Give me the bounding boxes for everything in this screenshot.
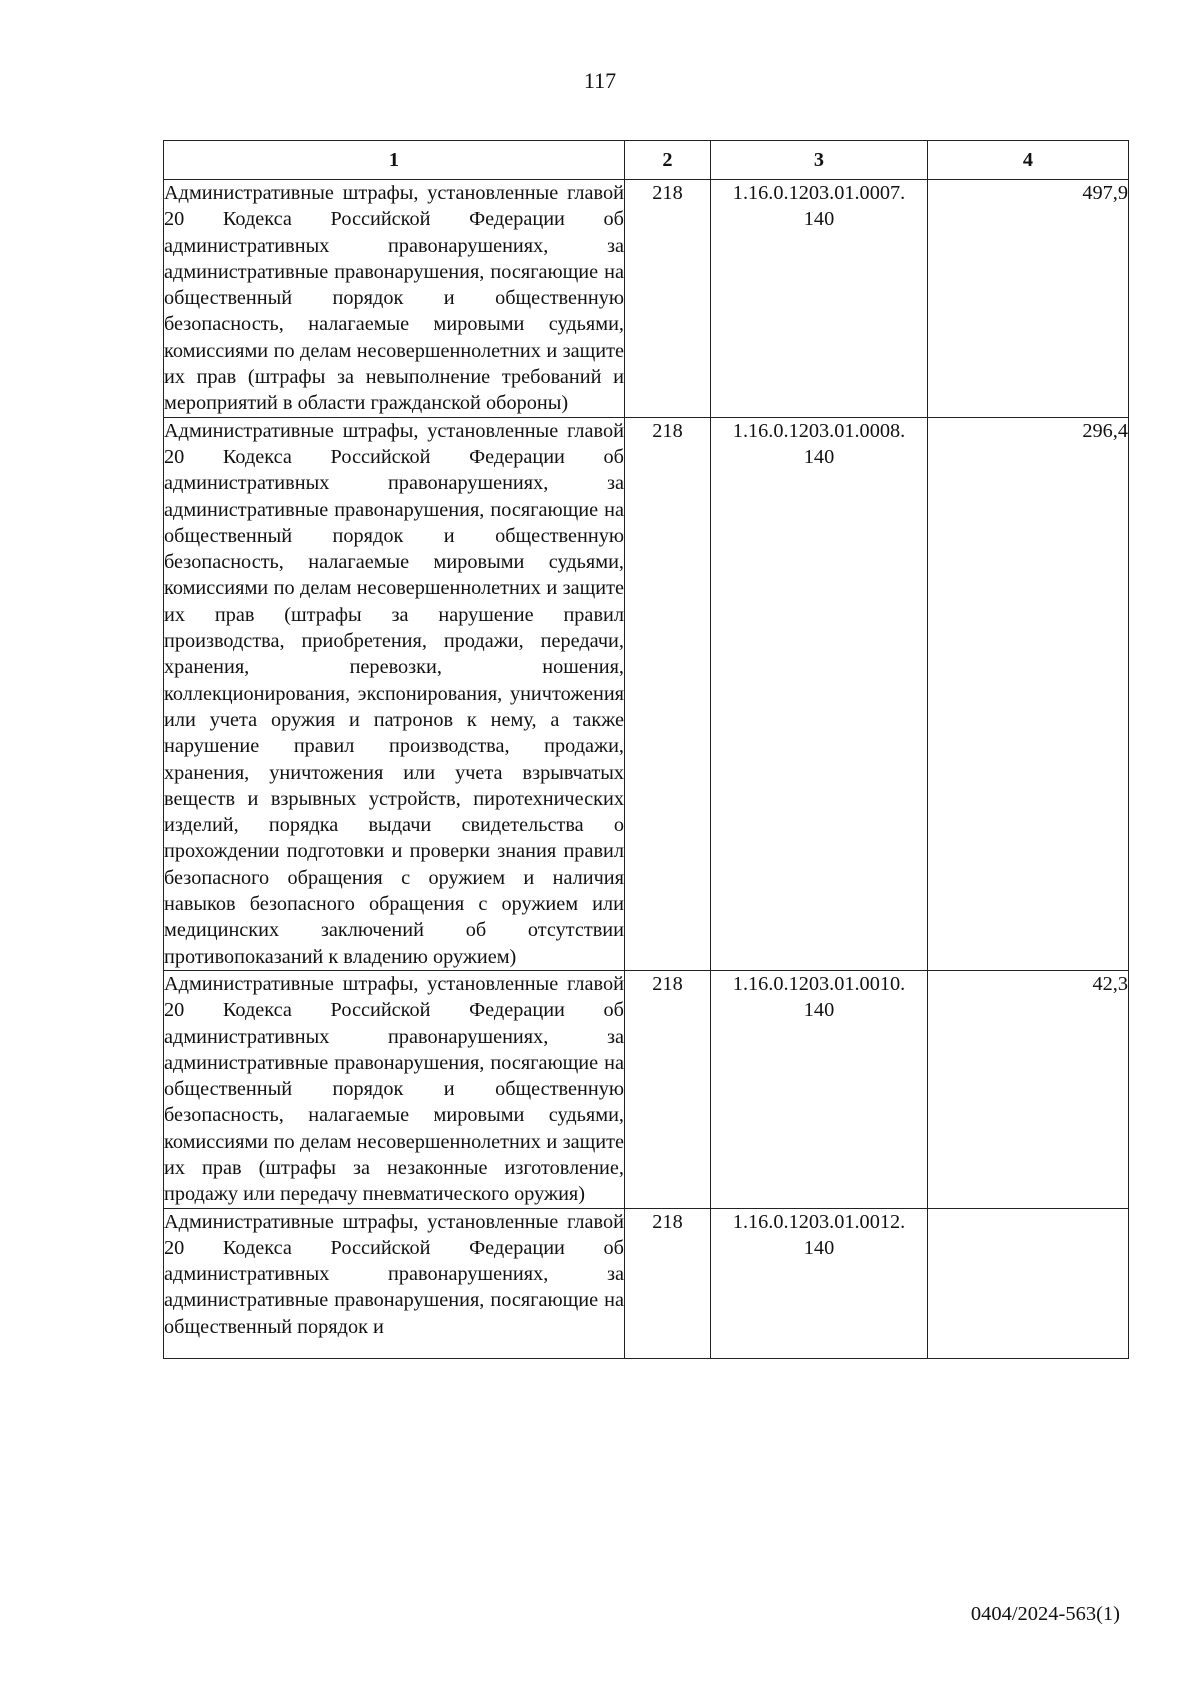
table-row [164, 1208, 1129, 1358]
kbk-code-line-2: 140 [803, 999, 835, 1022]
column-header-1: 1 [164, 141, 625, 180]
row-admin-code: 218 [625, 180, 711, 418]
kbk-code-line-1: 1.16.0.1203.01.0012. [732, 1210, 906, 1233]
row-description: Административные штрафы, установленные главой 20 Кодекса Российской Федерации об административных правонарушениях, за административные правонарушения, посягающие на общественный порядок и общественную безопасность, налагаемые мировыми судьями, комиссиями по делам несовершеннолетних и защите их прав (штрафы за невыполнение требований и мероприятий в области гражданской обороны) [164, 180, 625, 418]
row-amount: 42,3 [928, 970, 1129, 1208]
column-header-2: 2 [625, 141, 711, 180]
table-row [164, 970, 1129, 1208]
row-amount: 497,9 [928, 180, 1129, 418]
kbk-code-line-2: 140 [803, 445, 835, 468]
row-amount: 296,4 [928, 417, 1129, 970]
column-header-3: 3 [711, 141, 928, 180]
row-description: Административные штрафы, установленные главой 20 Кодекса Российской Федерации об административных правонарушениях, за административные правонарушения, посягающие на общественный порядок и [164, 1208, 625, 1358]
kbk-code-line-2: 140 [803, 1236, 835, 1259]
row-admin-code: 218 [625, 417, 711, 970]
row-admin-code: 218 [625, 1208, 711, 1358]
revenue-table [163, 140, 1129, 1359]
page-number: 117 [583, 68, 617, 93]
column-header-4: 4 [928, 141, 1129, 180]
table-header-row [164, 141, 1129, 180]
kbk-code-line-1: 1.16.0.1203.01.0008. [732, 419, 906, 442]
row-admin-code: 218 [625, 970, 711, 1208]
table-row [164, 180, 1129, 418]
row-kbk-code [711, 970, 928, 1208]
document-number: 0404/2024-563(1) [970, 1603, 1120, 1625]
row-description: Административные штрафы, установленные главой 20 Кодекса Российской Федерации об административных правонарушениях, за административные правонарушения, посягающие на общественный порядок и общественную безопасность, налагаемые мировыми судьями, комиссиями по делам несовершеннолетних и защите их прав (штрафы за незаконные изготовление, продажу или передачу пневматического оружия) [164, 970, 625, 1208]
row-kbk-code [711, 417, 928, 970]
row-amount [928, 1208, 1129, 1358]
row-kbk-code [711, 1208, 928, 1358]
table-row [164, 417, 1129, 970]
kbk-code-line-2: 140 [803, 208, 835, 231]
kbk-code-line-1: 1.16.0.1203.01.0007. [732, 182, 906, 204]
row-kbk-code [711, 180, 928, 418]
row-description: Административные штрафы, установленные главой 20 Кодекса Российской Федерации об административных правонарушениях, за административные правонарушения, посягающие на общественный порядок и общественную безопасность, налагаемые мировыми судьями, комиссиями по делам несовершеннолетних и защите их прав (штрафы за нарушение правил производства, приобретения, продажи, передачи, хранения, перевозки, ношения, коллекционирования, экспонирования, уничтожения или учета оружия и патронов к нему, а также нарушение правил производства, продажи, хранения, уничтожения или учета взрывчатых веществ и взрывных устройств, пиротехнических изделий, порядка выдачи свидетельства о прохождении подготовки и проверки знания правил безопасного обращения с оружием и наличия навыков безопасного обращения с оружием или медицинских заключений об отсутствии противопоказаний к владению оружием) [164, 417, 625, 970]
kbk-code-line-1: 1.16.0.1203.01.0010. [732, 972, 906, 995]
